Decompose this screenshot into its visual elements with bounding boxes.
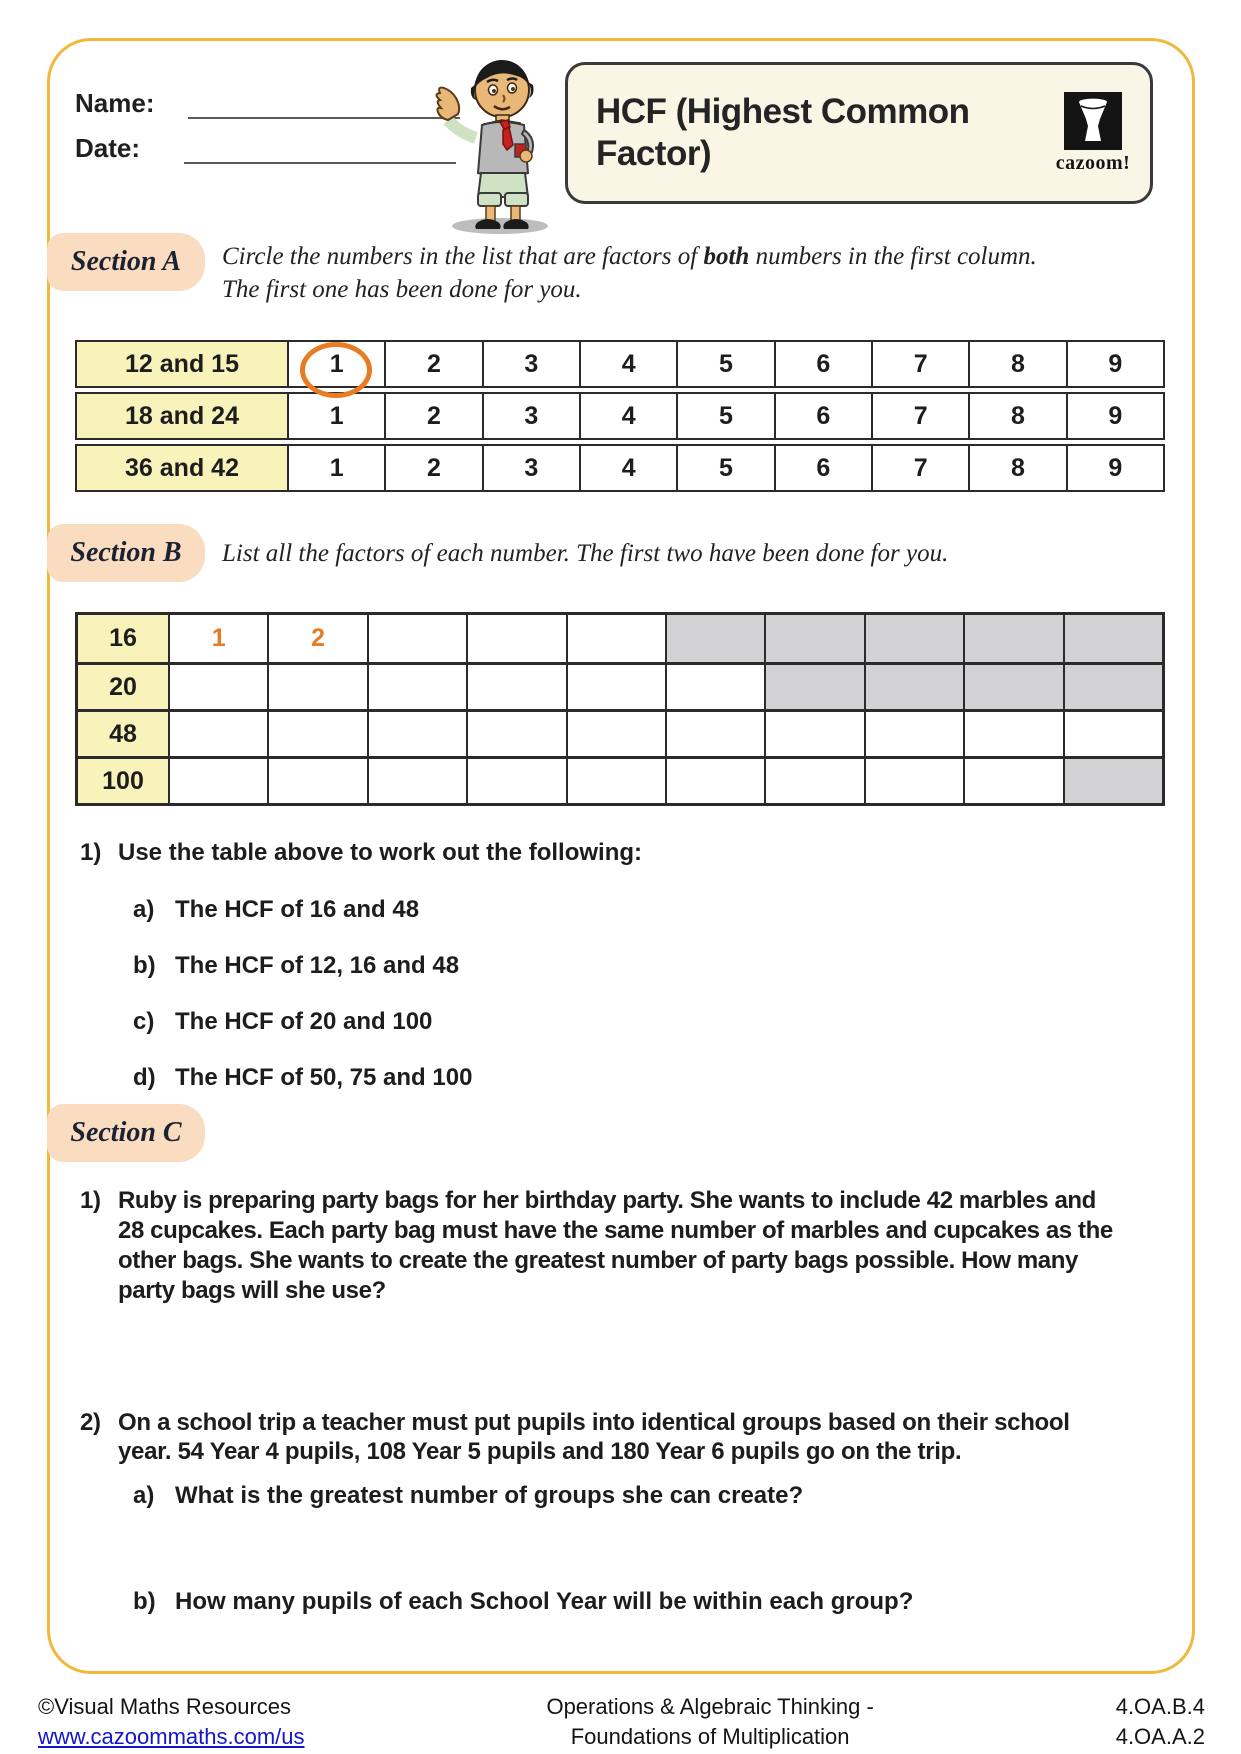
item-text: What is the greatest number of groups she can create? (175, 1482, 804, 1509)
section-c-label: Section C (70, 1117, 182, 1148)
answer-cell[interactable] (963, 759, 1062, 803)
answer-cell[interactable] (566, 665, 665, 709)
factor-cell[interactable]: 3 (482, 342, 579, 386)
question-item-c (133, 1008, 1120, 1036)
blocked-cell (764, 615, 863, 662)
section-b-instruction: List all the factors of each number. The first two have been done for you. (222, 540, 949, 567)
item-letter: d) (133, 1064, 156, 1091)
footer-right (1116, 1692, 1205, 1752)
answer-cell[interactable] (466, 665, 565, 709)
answer-cell[interactable] (864, 712, 963, 756)
factor-cell[interactable]: 6 (774, 394, 871, 438)
date-label: Date: (75, 133, 141, 163)
item-text: The HCF of 16 and 48 (175, 896, 420, 923)
blocked-cell (764, 665, 863, 709)
blocked-cell (665, 615, 764, 662)
question-text: On a school trip a teacher must put pupils into identical groups based on their school year. 54 Year 4 pupils, 108 Year 5 pupils and 180 Year 6 pupils go on the trip. (118, 1409, 1070, 1465)
question-1-line (80, 838, 1120, 868)
factor-cell[interactable]: 8 (968, 342, 1065, 386)
section-b-table (75, 612, 1165, 806)
factor-cell[interactable]: 7 (871, 394, 968, 438)
factor-row (75, 340, 1165, 388)
standard-code-2: 4.OA.A.2 (1115, 1724, 1205, 1749)
factor-cell[interactable]: 6 (774, 342, 871, 386)
blocked-cell (1063, 759, 1162, 803)
factor-cell[interactable]: 4 (579, 342, 676, 386)
section-a-pill (47, 233, 205, 291)
answer-cell[interactable] (764, 759, 863, 803)
answer-cell[interactable] (566, 712, 665, 756)
blocked-cell (1063, 615, 1162, 662)
standard-code-1: 4.OA.B.4 (1115, 1694, 1205, 1719)
row-label: 36 and 42 (77, 446, 287, 490)
instruction-a-bold: both (703, 243, 750, 270)
answer-cell[interactable] (963, 712, 1062, 756)
blocked-cell (1063, 665, 1162, 709)
item-letter: c) (133, 1008, 155, 1035)
factor-cell[interactable]: 1 (287, 394, 384, 438)
answer-cell[interactable] (665, 665, 764, 709)
item-text: How many pupils of each School Year will be within each group? (175, 1588, 914, 1615)
date-input-line[interactable] (184, 136, 456, 164)
section-c-question-1 (80, 1186, 1120, 1306)
standard-title-line1: Operations & Algebraic Thinking - (546, 1694, 874, 1719)
factor-list-row (78, 615, 1162, 662)
answer-cell[interactable] (1063, 712, 1162, 756)
question-item-a (133, 896, 1120, 924)
factor-list-row (78, 709, 1162, 756)
section-a-instruction (222, 240, 1182, 306)
item-text: The HCF of 12, 16 and 48 (175, 952, 460, 979)
question-number: 1) (80, 839, 102, 866)
section-c-pill (47, 1104, 205, 1162)
factor-cell[interactable]: 9 (1066, 394, 1163, 438)
drum-icon (1064, 92, 1122, 150)
item-letter: b) (133, 952, 156, 979)
answer-cell[interactable] (466, 712, 565, 756)
section-b-pill (47, 524, 205, 582)
footer-center (546, 1692, 873, 1752)
section-a-table (75, 340, 1165, 496)
question-item-a (133, 1482, 1120, 1510)
copyright-text: ©Visual Maths Resources (38, 1694, 292, 1719)
filled-answer-cell[interactable]: 2 (267, 615, 366, 662)
factor-cell[interactable]: 1 (287, 446, 384, 490)
page-footer (0, 1692, 1241, 1752)
question-1-items (133, 896, 1120, 1092)
section-b-label: Section B (70, 537, 182, 568)
answer-cell[interactable] (267, 712, 366, 756)
row-label: 20 (78, 665, 168, 709)
student-boy-illustration (420, 40, 568, 241)
answer-cell[interactable] (367, 759, 466, 803)
answer-cell[interactable] (168, 759, 267, 803)
answer-cell[interactable] (168, 665, 267, 709)
factor-cell[interactable]: 5 (676, 394, 773, 438)
question-item-d (133, 1064, 1120, 1092)
footer-left (38, 1692, 305, 1752)
question-item-b (133, 952, 1120, 980)
item-letter: a) (133, 1482, 155, 1509)
factor-cell[interactable]: 2 (384, 394, 481, 438)
answer-cell[interactable] (864, 759, 963, 803)
question-text: Use the table above to work out the following: (118, 839, 643, 866)
section-c-question-2 (80, 1408, 1120, 1616)
blocked-cell (864, 665, 963, 709)
factor-cell[interactable]: 3 (482, 394, 579, 438)
name-label: Name: (75, 88, 155, 118)
factor-cell[interactable]: 4 (579, 446, 676, 490)
factor-cell[interactable]: 2 (384, 446, 481, 490)
logo-wordmark: cazoom! (1055, 151, 1131, 174)
item-letter: a) (133, 896, 155, 923)
title-box (565, 62, 1153, 204)
row-label: 16 (78, 615, 168, 662)
answer-cell[interactable] (665, 712, 764, 756)
name-field-row (75, 88, 460, 119)
item-letter: b) (133, 1588, 156, 1615)
factor-list-row (78, 756, 1162, 803)
answer-cell[interactable] (267, 665, 366, 709)
factor-cell[interactable]: 1 (287, 342, 384, 386)
blocked-cell (864, 615, 963, 662)
row-label: 48 (78, 712, 168, 756)
answer-cell[interactable] (367, 615, 466, 662)
instruction-a-line2: The first one has been done for you. (222, 276, 582, 303)
answer-cell[interactable] (466, 615, 565, 662)
instruction-a-pre: Circle the numbers in the list that are factors of (222, 243, 704, 270)
cazoom-logo (1038, 92, 1148, 175)
factor-cell[interactable]: 8 (968, 394, 1065, 438)
factor-row (75, 444, 1165, 492)
page-title: HCF (Highest Common Factor) (596, 92, 970, 173)
factor-cell[interactable]: 5 (676, 342, 773, 386)
answer-cell[interactable] (566, 615, 665, 662)
answer-cell[interactable] (367, 712, 466, 756)
factor-cell[interactable]: 9 (1066, 342, 1163, 386)
answer-cell[interactable] (566, 759, 665, 803)
factor-row (75, 392, 1165, 440)
blocked-cell (963, 615, 1062, 662)
question-2-items (133, 1482, 1120, 1616)
answer-cell[interactable] (665, 759, 764, 803)
factor-cell[interactable]: 9 (1066, 446, 1163, 490)
question-line (80, 1408, 1120, 1466)
item-text: The HCF of 20 and 100 (175, 1008, 433, 1035)
row-label: 12 and 15 (77, 342, 287, 386)
factor-list-row (78, 662, 1162, 709)
factor-cell[interactable]: 8 (968, 446, 1065, 490)
question-item-b (133, 1588, 1120, 1616)
factor-cell[interactable]: 5 (676, 446, 773, 490)
answer-cell[interactable] (367, 665, 466, 709)
answer-cell[interactable] (168, 712, 267, 756)
factor-cell[interactable]: 6 (774, 446, 871, 490)
question-1-block (80, 838, 1120, 1092)
filled-answer-cell[interactable]: 1 (168, 615, 267, 662)
row-label: 100 (78, 759, 168, 803)
standard-title-line2: Foundations of Multiplication (570, 1724, 850, 1749)
question-number: 2) (80, 1409, 101, 1436)
factor-cell[interactable]: 2 (384, 342, 481, 386)
factor-cell[interactable]: 4 (579, 394, 676, 438)
factor-cell[interactable]: 7 (871, 342, 968, 386)
row-label: 18 and 24 (77, 394, 287, 438)
answer-cell[interactable] (764, 712, 863, 756)
section-a-label: Section A (70, 246, 182, 277)
blocked-cell (963, 665, 1062, 709)
question-number: 1) (80, 1187, 101, 1214)
website-link[interactable]: www.cazoommaths.com/us (38, 1724, 305, 1749)
factor-cell[interactable]: 7 (871, 446, 968, 490)
answer-cell[interactable] (466, 759, 565, 803)
question-text: Ruby is preparing party bags for her birthday party. She wants to include 42 marbles and 28 cupcakes. Each party bag must have the same number of marbles and cupcakes as the other bags. She wants to create the greatest number of party bags possible. How many party bags will she use? (118, 1187, 1113, 1304)
question-line (80, 1186, 1120, 1306)
factor-cell[interactable]: 3 (482, 446, 579, 490)
date-field-row (75, 133, 456, 164)
answer-cell[interactable] (267, 759, 366, 803)
item-text: The HCF of 50, 75 and 100 (175, 1064, 473, 1091)
instruction-a-post: numbers in the first column. (749, 243, 1037, 270)
